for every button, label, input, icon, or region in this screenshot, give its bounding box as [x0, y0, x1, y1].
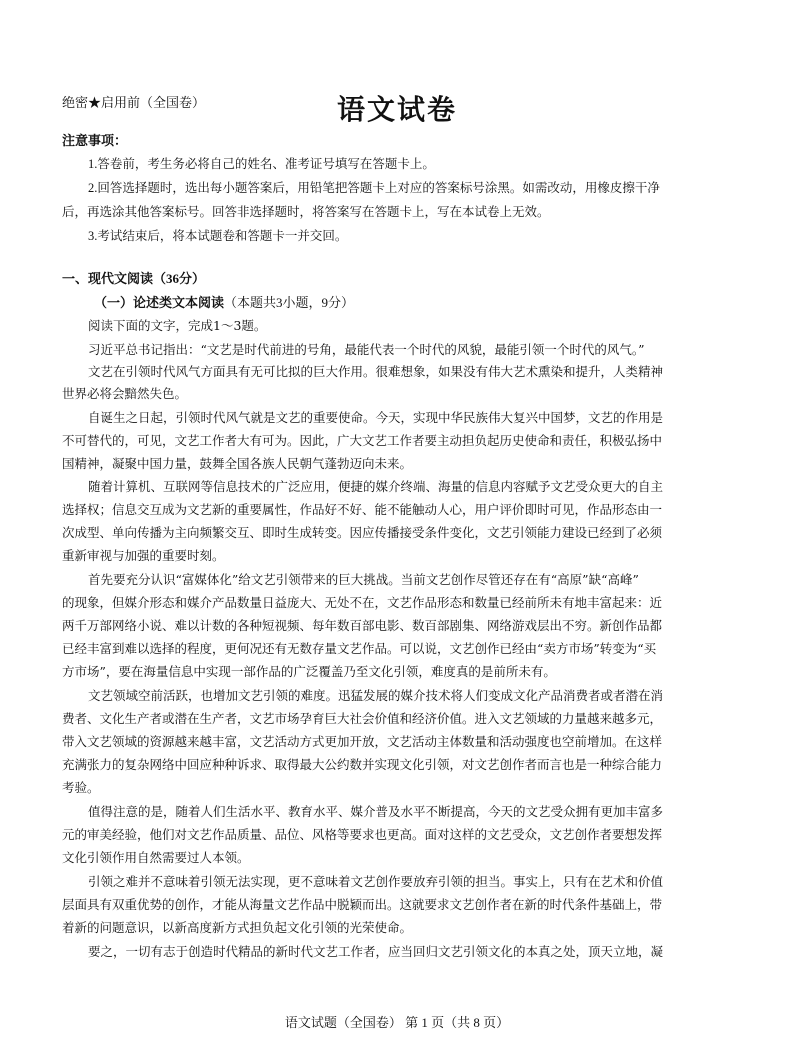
passage-line: 元的审美经验，他们对文艺作品质量、品位、风格等要求也更高。面对这样的文艺受众，文艺创作者要想发挥	[62, 827, 663, 842]
passage-line: 充满张力的复杂网络中回应种种诉求、取得最大公约数并实现文化引领，对文艺创作者而言也是一种综合能力	[62, 757, 663, 772]
notice-line: 后，再选涂其他答案标号。回答非选择题时，将答案写在答题卡上，写在本试卷上无效。	[62, 205, 550, 219]
reading-instruction: 阅读下面的文字，完成1～3题。	[88, 318, 267, 333]
passage-line: 着新的问题意识，以新高度新方式担负起文化引领的光荣使命。	[62, 920, 413, 935]
passage-line: 首先要充分认识“富媒体化”给文艺引领带来的巨大挑战。当前文艺创作尽管还存在有“高原”缺“高峰”	[88, 572, 639, 587]
passage-line: 已经丰富到难以选择的程度，更何况还有无数存量文艺作品。可以说，文艺创作已经由“卖方市场”转变为“买	[62, 641, 657, 656]
page-title: 语文试卷	[336, 95, 457, 126]
notice-line: 3.考试结束后，将本试题卷和答题卡一并交回。	[88, 229, 348, 243]
passage-line: 费者、文化生产者或潜在生产者，文艺市场孕育巨大社会价值和经济价值。进入文艺领域的力量越来越多元，	[62, 711, 663, 726]
notice-line: 2.回答选择题时，选出每小题答案后，用铅笔把答题卡上对应的答案标号涂黑。如需改动，用橡皮擦干净	[88, 181, 660, 195]
subsection-title: （一）论述类文本阅读	[94, 295, 225, 310]
passage-line: 引领之难并不意味着引领无法实现，更不意味着文艺创作要放弃引领的担当。事实上，只有在艺术和价值	[88, 874, 664, 889]
passage-line: 的现象，但媒介形态和媒介产品数量日益庞大、无处不在，文艺作品形态和数量已经前所未有地丰富起来：近	[62, 595, 663, 610]
subsection-heading	[94, 292, 354, 311]
confidential-label: 绝密★启用前（全国卷）	[62, 95, 206, 110]
passage-line: 方市场”，要在海量信息中实现一部作品的广泛覆盖乃至文化引领，难度真的是前所未有。	[62, 664, 556, 679]
passage-line: 习近平总书记指出：“文艺是时代前进的号角，最能代表一个时代的风貌，最能引领一个时代的风气。”	[88, 342, 645, 357]
notice-line: 1.答卷前，考生务必将自己的姓名、准考证号填写在答题卡上。	[88, 157, 435, 171]
section-heading: 一、现代文阅读（36分）	[62, 271, 206, 286]
passage-line: 选择权；信息交互成为文艺新的重要属性，作品好不好、能不能触动人心，用户评价即时可见，作品形态由一	[62, 502, 663, 517]
passage-line: 自诞生之日起，引领时代风气就是文艺的重要使命。今天，实现中华民族伟大复兴中国梦，文艺的作用是	[88, 410, 664, 425]
passage-line: 国精神，凝聚中国力量，鼓舞全国各族人民朝气蓬勃迈向未来。	[62, 456, 413, 471]
notice-heading: 注意事项：	[62, 133, 128, 148]
passage-line: 要之，一切有志于创造时代精品的新时代文艺工作者，应当回归文艺引领文化的本真之处，顶天立地，凝	[88, 944, 664, 959]
passage-line: 世界必将会黯然失色。	[62, 386, 188, 401]
passage-line: 值得注意的是，随着人们生活水平、教育水平、媒介普及水平不断提高，今天的文艺受众拥有更加丰富多	[88, 804, 664, 819]
passage-line: 文艺领域空前活跃，也增加文艺引领的难度。迅猛发展的媒介技术将人们变成文化产品消费者或者潜在消	[88, 688, 664, 703]
passage-line: 次成型、单向传播为主向频繁交互、即时生成转变。因应传播接受条件变化，文艺引领能力建设已经到了必须	[62, 525, 663, 540]
passage-line: 层面具有双重优势的创作，才能从海量文艺作品中脱颖而出。这就要求文艺创作者在新的时代条件基础上，带	[62, 897, 663, 912]
subsection-note: （本题共3小题，9分）	[224, 295, 355, 310]
passage-line: 重新审视与加强的重要时刻。	[62, 548, 225, 563]
passage-line: 随着计算机、互联网等信息技术的广泛应用，便捷的媒介终端、海量的信息内容赋予文艺受众更大的自主	[88, 479, 664, 494]
page-footer: 语文试题（全国卷） 第 1 页（共 8 页）	[284, 1015, 510, 1030]
passage-line: 不可替代的，可见，文艺工作者大有可为。因此，广大文艺工作者要主动担负起历史使命和责任，积极弘扬中	[62, 433, 663, 448]
passage-line: 文化引领作用自然需要过人本领。	[62, 850, 250, 865]
passage-line: 考验。	[62, 780, 100, 795]
passage-line: 两千万部网络小说、难以计数的各种短视频、每年数百部电影、数百部剧集、网络游戏层出不穷。新创作品都	[62, 618, 663, 633]
passage-line: 文艺在引领时代风气方面具有无可比拟的巨大作用。很难想象，如果没有伟大艺术熏染和提升，人类精神	[88, 364, 664, 379]
passage-line: 带入文艺领域的资源越来越丰富，文艺活动方式更加开放，文艺活动主体数量和活动强度也空前增加。在这样	[62, 734, 663, 749]
